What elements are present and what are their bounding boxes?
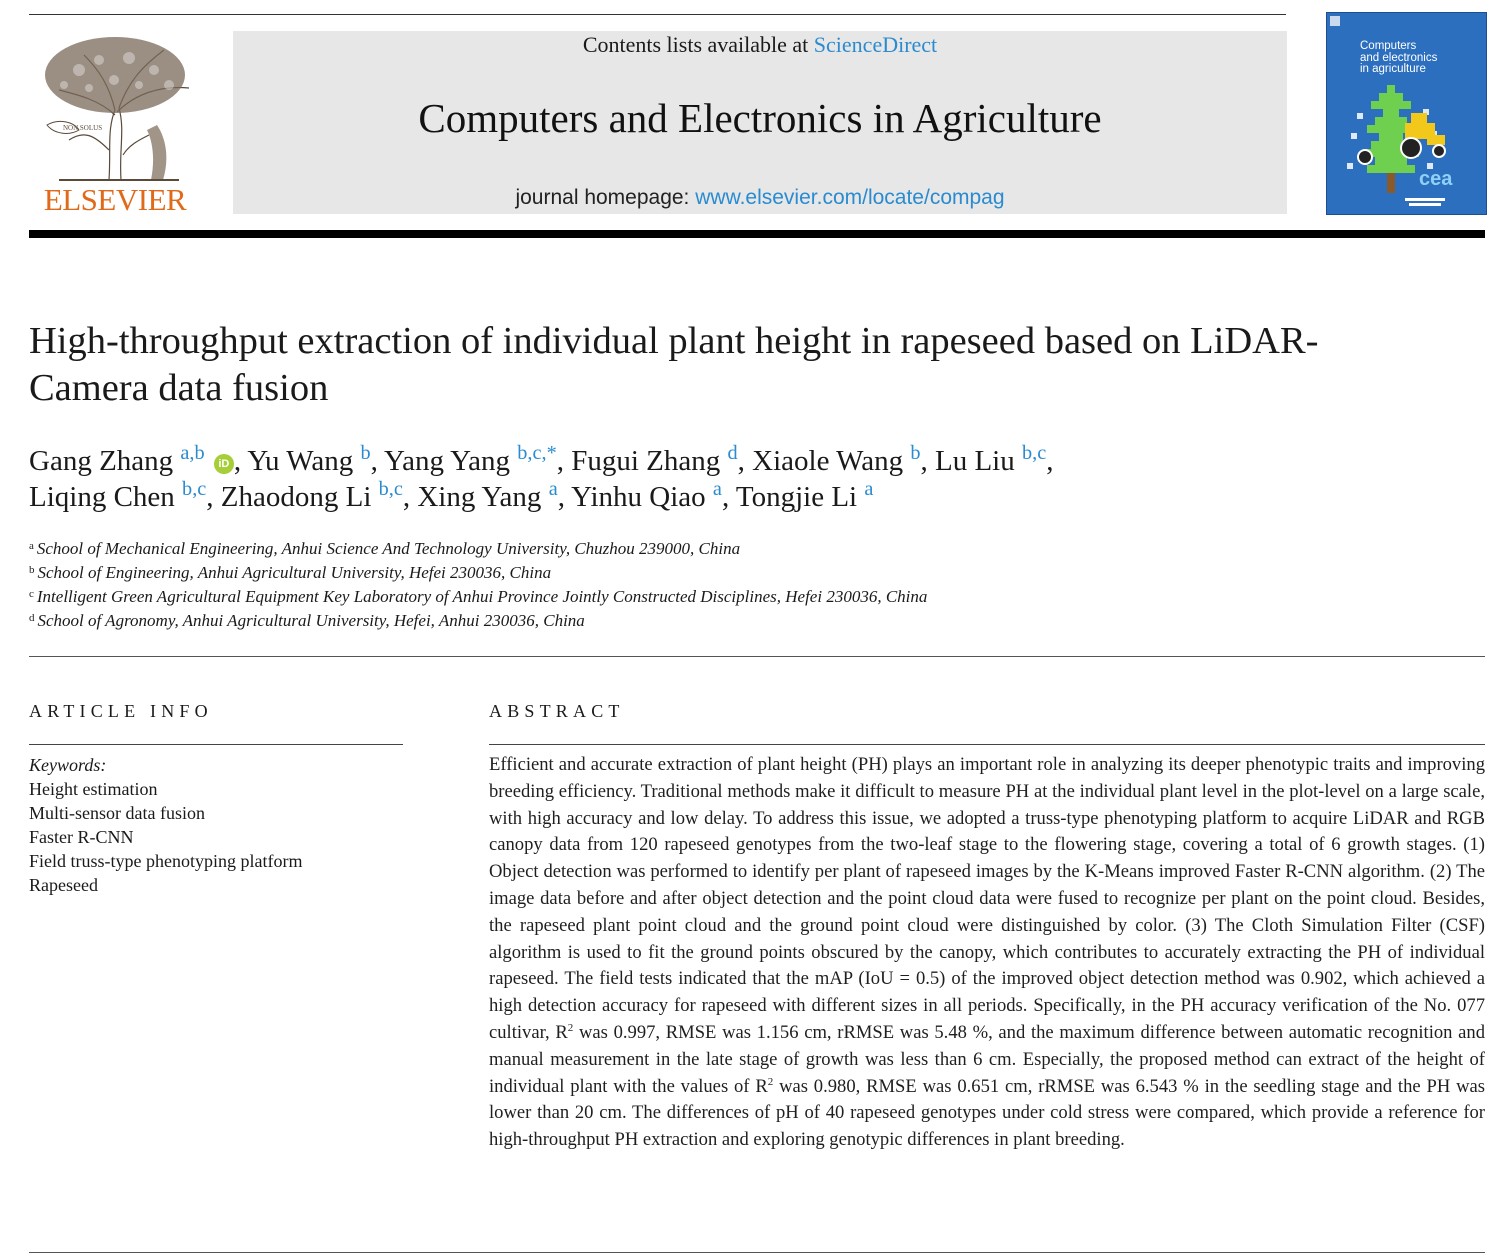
homepage-line [233, 186, 1287, 210]
affiliation: $^a$ School of Mechanical Engineering, Anhui Science And Technology University, Chuzhou 239000, China [29, 539, 741, 558]
keyword[interactable]: Rapeseed [29, 875, 98, 895]
cover-title-line: and electronics [1360, 51, 1438, 64]
article-info-rule [29, 744, 403, 745]
bottom-rule [29, 1252, 1485, 1253]
keywords-label: Keywords: [29, 755, 107, 775]
header-divider [29, 230, 1485, 238]
keyword[interactable]: Height estimation [29, 779, 158, 799]
article-info-heading: ARTICLE INFO [29, 701, 213, 721]
author[interactable]: Tongjie Li $^a$ [735, 477, 874, 513]
abstract-rule [489, 744, 1485, 745]
author[interactable]: Yu Wang $^b$ [247, 441, 371, 477]
keyword[interactable]: Faster R-CNN [29, 827, 134, 847]
journal-banner [233, 31, 1287, 214]
article-title: High-throughput extraction of individual plant height in rapeseed based on LiDAR-Camera data fusion [29, 320, 1319, 409]
affiliation: $^c$ Intelligent Green Agricultural Equipment Key Laboratory of Anhui Province Jointly Constructed Disciplines, Hefei 230036, China [29, 587, 928, 606]
section-divider [29, 656, 1485, 657]
top-rule [29, 14, 1286, 15]
abstract-heading: ABSTRACT [489, 701, 625, 721]
journal-title: Computers and Electronics in Agriculture [418, 95, 1102, 141]
author[interactable]: Zhaodong Li $^{b,c}$ [220, 477, 403, 513]
cover-badge: cea [1419, 168, 1453, 190]
author[interactable]: Lu Liu $^{b,c}$ [934, 441, 1047, 477]
sciencedirect-link[interactable]: ScienceDirect [813, 32, 938, 57]
author[interactable]: Xiaole Wang $^b$ [752, 441, 921, 477]
keyword[interactable]: Field truss-type phenotyping platform [29, 851, 303, 871]
orcid-icon[interactable]: iD [214, 454, 234, 474]
author[interactable]: Xing Yang $^a$ [417, 477, 558, 513]
affiliation-list [29, 537, 1229, 633]
cover-title-line: in agriculture [1360, 63, 1426, 75]
cover-title-line: Computers [1360, 40, 1417, 52]
author[interactable]: Liqing Chen $^{b,c}$ [29, 477, 207, 513]
homepage-prefix: journal homepage: [515, 186, 696, 209]
author[interactable]: Gang Zhang $^{a,b}$ iD [29, 445, 234, 477]
cover-title [1360, 41, 1480, 76]
author[interactable]: Fugui Zhang $^d$ [571, 441, 738, 477]
journal-homepage-link[interactable]: www.elsevier.com/locate/compag [695, 186, 1005, 209]
affiliation: $^b$ School of Engineering, Anhui Agricultural University, Hefei 230036, China [29, 563, 552, 582]
author[interactable]: Yinhu Qiao $^a$ [571, 477, 722, 513]
contents-prefix: Contents lists available at [582, 32, 814, 57]
contents-line [233, 32, 1287, 58]
abstract-text: Efficient and accurate extraction of plant height (PH) plays an important role in analyzing its deeper phenotypic traits and improving breeding efficiency. Traditional methods make it difficult to measure PH at the individual plant level in the plot-level on a large scale, with high accuracy and low delay. To address this issue, we adopted a truss-type phenotyping platform to acquire LiDAR and RGB canopy data from 120 rapeseed genotypes from the two-leaf stage to the flowering stage, covering a total of 6 growth stages. (1) Object detection was performed to identify per plant of rapeseed images by the K-Means improved Faster R-CNN algorithm. (2) The image data before and after object detection and the point cloud data were fused to recognize per plant on the point cloud. Besides, the rapeseed plant point cloud and the ground point cloud were distinguished by color. (3) The Cloth Simulation Filter (CSF) algorithm is used to fit the ground points obscured by the canopy, which contributes to accurately extracting the PH of individual rapeseed. The field tests indicated that the mAP (IoU = 0.5) of the improved object detection method was 0.902, which achieved a high detection accuracy for rapeseed with different sizes in all periods. Specifically, in the PH accuracy verification of the No. 077 cultivar, $R^2$ was 0.997, RMSE was 1.156 cm, rRMSE was 5.48 %, and the maximum difference between automatic recognition and manual measurement in the late stage of growth was less than 6 cm. Especially, the proposed method can extract of the height of individual plant with the values of $R^2$ was 0.980, RMSE was 0.651 cm, rRMSE was 6.543 % in the seedling stage and the PH was lower than 20 cm. The differences of pH of 40 rapeseed genotypes under cold stress were compared, which provide a reference for high-throughput PH extraction and exploring genotypic differences in plant breeding. [489, 754, 1486, 1151]
keyword[interactable]: Multi-sensor data fusion [29, 803, 205, 823]
publisher-name: ELSEVIER [43, 182, 187, 217]
svg-text:NON SOLUS: NON SOLUS [63, 124, 103, 132]
affiliation: $^d$ School of Agronomy, Anhui Agricultural University, Hefei, Anhui 230036, China [29, 611, 585, 630]
keywords-block [29, 753, 409, 897]
author-list: Gang Zhang $^{a,b}$ iD , Yu Wang $^b$, Yang Yang $^{b,c,*}$, Fugui Zhang $^d$, Xiaole Wang $^b$, Lu Liu $^{b,c}$, Liqing Chen $^{b,c}$, Zhaodong Li $^{b,c}$, Xing Yang $^a$, Yinhu Qiao $^a$, Tongjie Li $^a$ [29, 441, 1054, 513]
author[interactable]: Yang Yang $^{b,c,*}$ [384, 441, 557, 477]
